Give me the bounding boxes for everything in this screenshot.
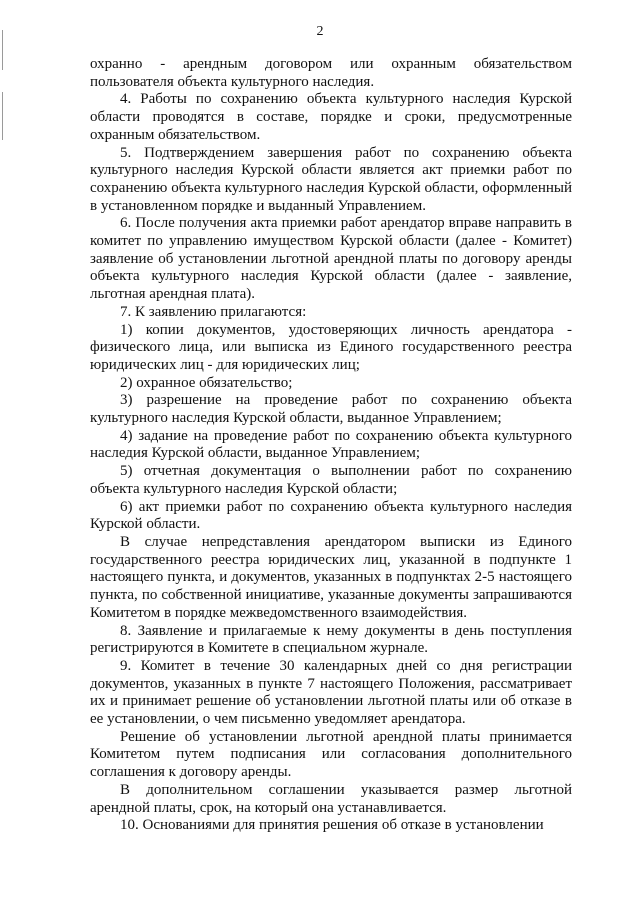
- subitem-1: 1) копии документов, удостоверяющих личность арендатора - физического лица, или выписка из Единого государственного реестра юридических лиц - для юридических лиц;: [90, 321, 572, 373]
- document-body: [90, 56, 572, 835]
- paragraph-item-4: 4. Работы по сохранению объекта культурного наследия Курской области проводятся в составе, порядке и сроки, предусмотренные охранным обязательством.: [90, 91, 572, 143]
- page-number: 2: [316, 24, 324, 39]
- paragraph-item-7: 7. К заявлению прилагаются:: [120, 303, 307, 320]
- subitem-3: 3) разрешение на проведение работ по сохранению объекта культурного наследия Курской области, выданное Управлением;: [90, 392, 572, 427]
- scan-edge-mark: [2, 92, 3, 140]
- paragraph-item-9: 9. Комитет в течение 30 календарных дней со дня регистрации документов, указанных в пункте 7 настоящего Положения, рассматривает их и принимает решение об установлении льготной платы или об отказе в ее установлении, о чем письменно уведомляет арендатора.: [90, 657, 572, 728]
- subitem-2: 2) охранное обязательство;: [120, 374, 293, 391]
- paragraph-item-8: 8. Заявление и прилагаемые к нему документы в день поступления регистрируются в Комитете в специальном журнале.: [90, 622, 572, 657]
- subitem-5: 5) отчетная документация о выполнении работ по сохранению объекта культурного наследия Курской области;: [90, 463, 572, 497]
- paragraph-item-10: 10. Основаниями для принятия решения об отказе в установлении: [120, 817, 544, 834]
- paragraph-interagency-request: В случае непредставления арендатором выписки из Единого государственного реестра юридических лиц, указанной в подпункте 1 настоящего пункта, и документов, указанных в подпунктах 2-5 настоящего пункта, по собственной инициативе, указанные документы запрашиваются Комитетом в порядке межведомственного взаимодействия.: [90, 533, 572, 621]
- paragraph-continuation: охранно - арендным договором или охранным обязательством пользователя объекта культурного наследия.: [90, 56, 572, 90]
- paragraph-agreement: В дополнительном соглашении указывается размер льготной арендной платы, срок, на который она устанавливается.: [90, 781, 572, 816]
- paragraph-item-6: 6. После получения акта приемки работ арендатор вправе направить в комитет по управлению имуществом Курской области (далее - Комитет) заявление об установлении льготной арендной платы по договору аренды объекта культурного наследия Курской области (далее - заявление, льготная арендная плата).: [90, 215, 572, 303]
- subitem-6: 6) акт приемки работ по сохранению объекта культурного наследия Курской области.: [90, 498, 572, 533]
- paragraph-item-5: 5. Подтверждением завершения работ по сохранению объекта культурного наследия Курской области является акт приемки работ по сохранению объекта культурного наследия Курской области, оформленный в установленном порядке и выданный Управлением.: [90, 144, 572, 214]
- subitem-4: 4) задание на проведение работ по сохранению объекта культурного наследия Курской области, выданное Управлением;: [90, 427, 572, 462]
- paragraph-decision: Решение об установлении льготной арендной платы принимается Комитетом путем подписания или согласования дополнительного соглашения к договору аренды.: [90, 728, 572, 781]
